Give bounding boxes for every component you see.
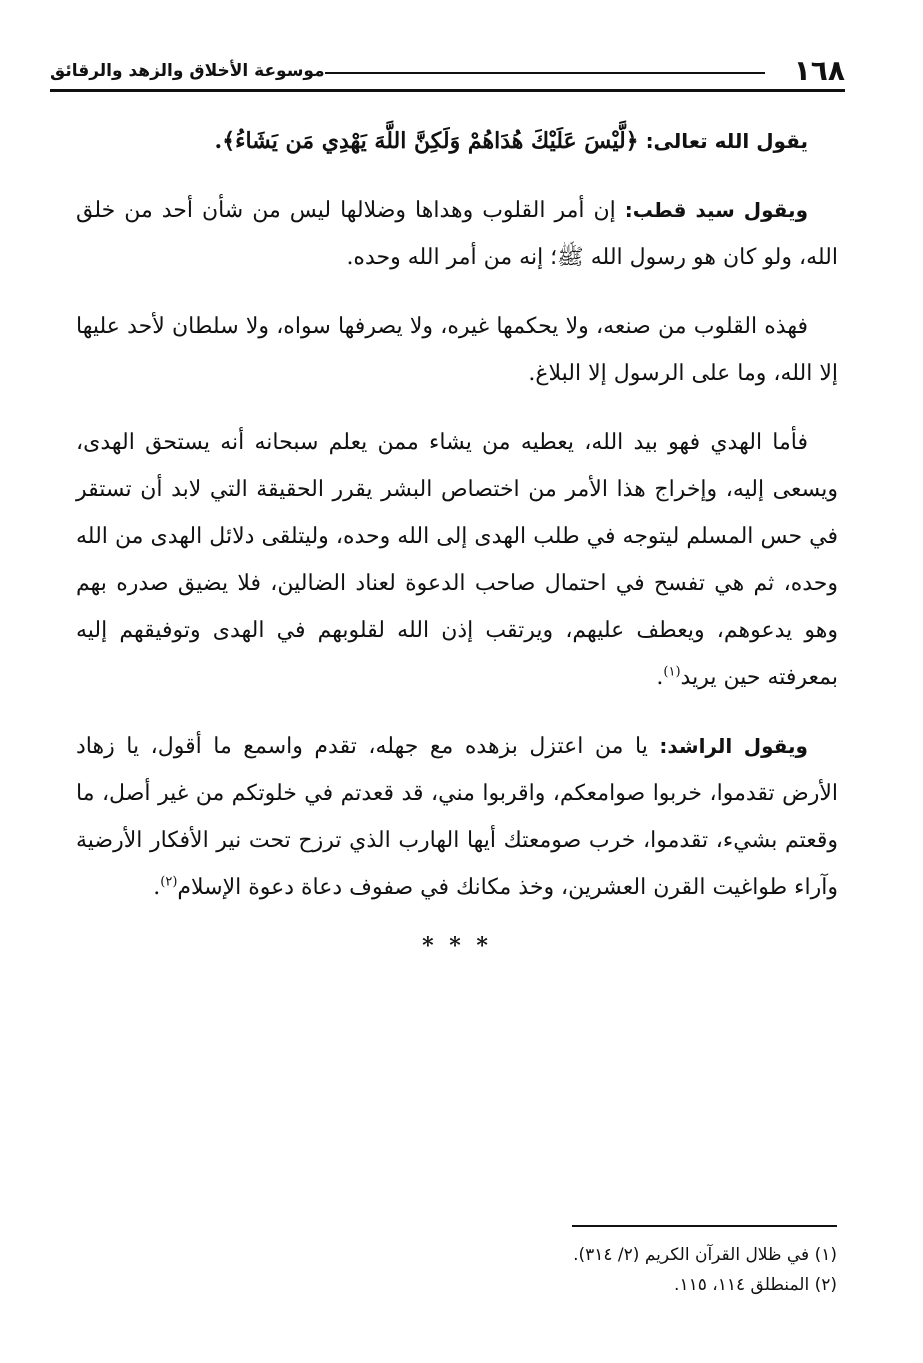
header-divider bbox=[50, 89, 845, 92]
page-header bbox=[50, 52, 845, 92]
paragraph-text: فأما الهدي فهو بيد الله، يعطيه من يشاء ممن يعلم سبحانه أنه يستحق الهدى، ويسعى إليه، وإخراج هذا الأمر من اختصاص البشر يقرر الحقيقة التي لابد أن تستقر في حس المسلم ليتوجه في طلب الهدى إلى الله وحده، وليتلقى دلائل الهدى من الله وحده، ثم هي تفسح في احتمال صاحب الدعوة لعناد الضالين، فلا يضيق صدره بهم وهو يدعوهم، ويعطف عليهم، ويرتقب إذن الله لقلوبهم في الهدى وتوفيقهم إليه بمعرفته حين يريد bbox=[76, 430, 838, 690]
footnote-reference[interactable]: (٢) bbox=[160, 874, 178, 890]
paragraph-al-rashed: ويقول الراشد: يا من اعتزل بزهده مع جهله، تقدم واسمع ما أقول، يا زهاد الأرض تقدموا، خربوا صوامعكم، واقربوا مني، قد قعدتم في خلوتكم من غير أصل، ما وقعتم بشيء، تقدموا، خرب صومعتك أيها الهارب الذي ترزح تحت نير الأفكار الأرضية وآراء طواغيت القرن العشرين، وخذ مكانك في صفوف دعاة دعوة الإسلام$^{(٢)}$. bbox=[76, 734, 838, 900]
paragraph-sayyid-qutb bbox=[76, 187, 838, 281]
paragraph-lead: يقول الله تعالى: bbox=[645, 129, 808, 153]
paragraph-hearts bbox=[76, 303, 838, 397]
book-title: موسوعة الأخلاق والزهد والرقائق bbox=[50, 61, 325, 81]
footnotes bbox=[337, 1240, 837, 1300]
paragraph-quran-verse bbox=[76, 118, 838, 165]
footnote-item: (٢) المنطلق ١١٤، ١١٥. bbox=[674, 1275, 837, 1295]
paragraph-lead: ويقول سيد قطب: bbox=[624, 198, 808, 222]
quran-verse: ﴿لَّيْسَ عَلَيْكَ هُدَاهُمْ وَلَكِنَّ اللَّهَ يَهْدِي مَن يَشَاءُ﴾. bbox=[214, 128, 639, 154]
body-text bbox=[76, 118, 838, 959]
page-number: ١٦٨ bbox=[793, 54, 845, 87]
footnote-reference[interactable]: (١) bbox=[663, 664, 681, 680]
paragraph-guidance: فأما الهدي فهو بيد الله، يعطيه من يشاء ممن يعلم سبحانه أنه يستحق الهدى، ويسعى إليه، وإخراج هذا الأمر من اختصاص البشر يقرر الحقيقة التي لابد أن تستقر في حس المسلم ليتوجه في طلب الهدى إلى الله وحده، وليتلقى دلائل الهدى من الله وحده، ثم هي تفسح في احتمال صاحب الدعوة لعناد الضالين، فلا يضيق صدره بهم وهو يدعوهم، ويعطف عليهم، ويرتقب إذن الله لقلوبهم في الهدى وتوفيقهم إليه بمعرفته حين يريد$^{(١)}$. bbox=[76, 430, 838, 690]
footnote-divider bbox=[572, 1225, 837, 1227]
paragraph-text: يا من اعتزل بزهده مع جهله، تقدم واسمع ما أقول، يا زهاد الأرض تقدموا، خربوا صوامعكم، واقربوا مني، قد قعدتم في خلوتكم من غير أصل، ما وقعتم بشيء، تقدموا، خرب صومعتك أيها الهارب الذي ترزح تحت نير الأفكار الأرضية وآراء طواغيت القرن العشرين، وخذ مكانك في صفوف دعاة دعوة الإسلام bbox=[76, 734, 838, 900]
section-separator: * * * bbox=[422, 933, 492, 959]
header-divider-short bbox=[325, 72, 765, 74]
paragraph-text: فهذه القلوب من صنعه، ولا يحكمها غيره، ولا يصرفها سواه، ولا سلطان لأحد عليها إلا الله، وما على الرسول إلا البلاغ. bbox=[76, 314, 838, 386]
footnote-item: (١) في ظلال القرآن الكريم (٢/ ٣١٤). bbox=[573, 1245, 837, 1265]
paragraph-lead: ويقول الراشد: bbox=[659, 734, 808, 758]
paragraph-text: إن أمر القلوب وهداها وضلالها ليس من شأن أحد من خلق الله، ولو كان هو رسول الله ﷺ؛ إنه من أمر الله وحده. bbox=[76, 198, 838, 270]
